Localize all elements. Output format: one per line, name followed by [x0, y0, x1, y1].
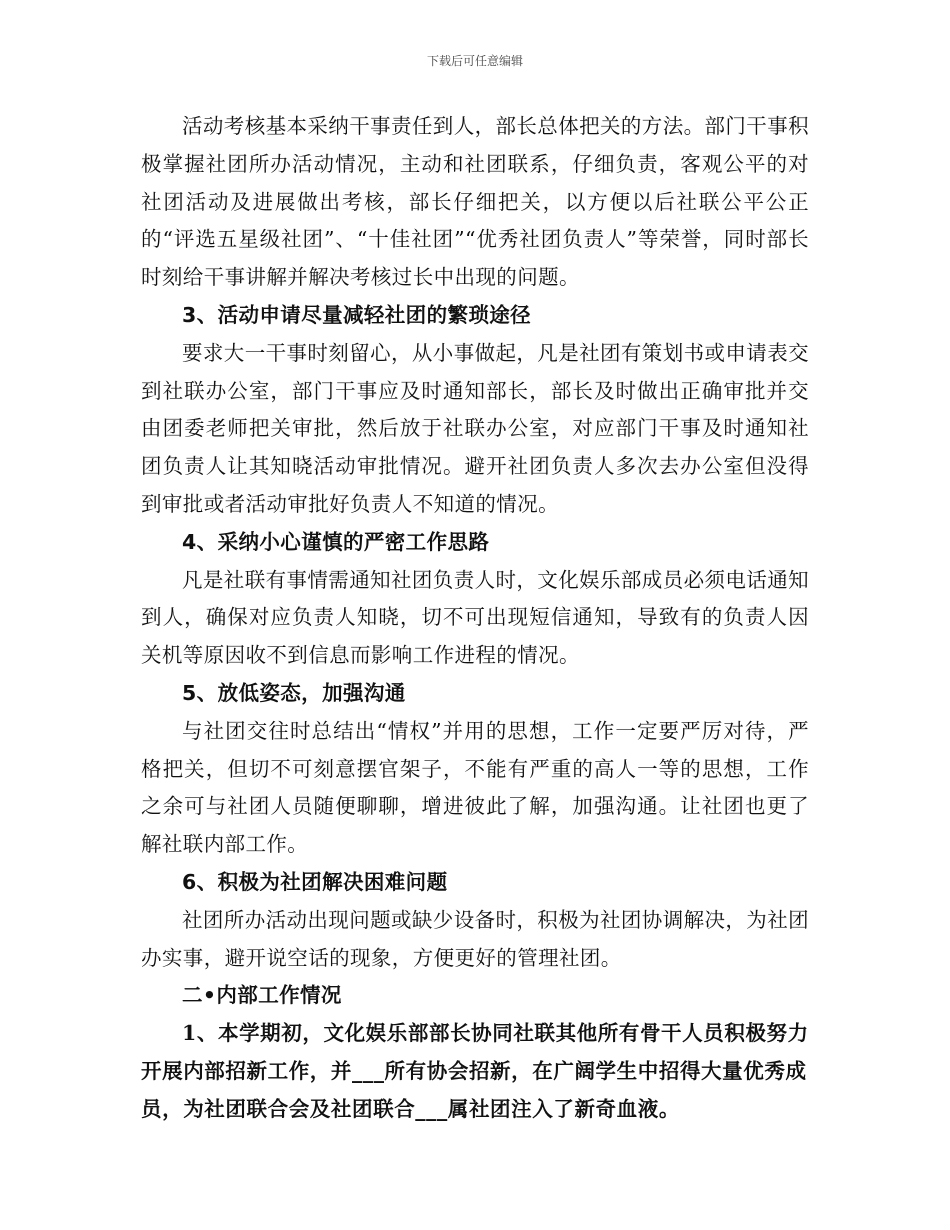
paragraph-communication: 与社团交往时总结出“情权”并用的思想，工作一定要严厉对待，严格把关，但切不可刻意摆官架子，不能有严重的高人一等的思想，工作之余可与社团人员随便聊聊，增进彼此了解，加强沟通。让社团也更了解社联内部工作。	[141, 718, 809, 857]
paragraph-solve-problems: 社团所办活动出现问题或缺少设备时，积极为社团协调解决，为社团办实事，避开说空话的现象，方便更好的管理社团。	[141, 907, 809, 970]
paragraph-assessment: 活动考核基本采纳干事责任到人，部长总体把关的方法。部门干事积极掌握社团所办活动情况，主动和社团联系，仔细负责，客观公平的对社团活动及进展做出考核，部长仔细把关，以方便以后社联公平公正的“评选五星级社团”、“十佳社团”“优秀社团负责人”等荣誉，同时部长时刻给干事讲解并解决考核过长中出现的问题。	[141, 114, 809, 290]
heading-communication: 5、放低姿态，加强沟通	[182, 680, 406, 705]
heading-internal-work: 二•内部工作情况	[182, 983, 342, 1008]
page-header: 下载后可任意编辑	[426, 54, 523, 68]
heading-solve-problems: 6、积极为社团解决困难问题	[182, 869, 448, 894]
paragraph-recruitment: 1、本学期初，文化娱乐部部长协同社联其他所有骨干人员积极努力开展内部招新工作，并___所有协会招新，在广阔学生中招得大量优秀成员，为社团联合会及社团联合___属社团注入了新奇血液。	[141, 1021, 809, 1121]
paragraph-application: 要求大一干事时刻留心，从小事做起，凡是社团有策划书或申请表交到社联办公室，部门干事应及时通知部长，部长及时做出正确审批并交由团委老师把关审批，然后放于社联办公室，对应部门干事及时通知社团负责人让其知晓活动审批情况。避开社团负责人多次去办公室但没得到审批或者活动审批好负责人不知道的情况。	[141, 340, 809, 516]
heading-activity-application: 3、活动申请尽量减轻社团的繁琐途径	[182, 302, 532, 327]
heading-careful-work: 4、采纳小心谨慎的严密工作思路	[182, 529, 490, 554]
document-body	[141, 108, 809, 1129]
paragraph-notification: 凡是社联有事情需通知社团负责人时，文化娱乐部成员必须电话通知到人，确保对应负责人知晓，切不可出现短信通知，导致有的负责人因关机等原因收不到信息而影响工作进程的情况。	[141, 567, 809, 668]
